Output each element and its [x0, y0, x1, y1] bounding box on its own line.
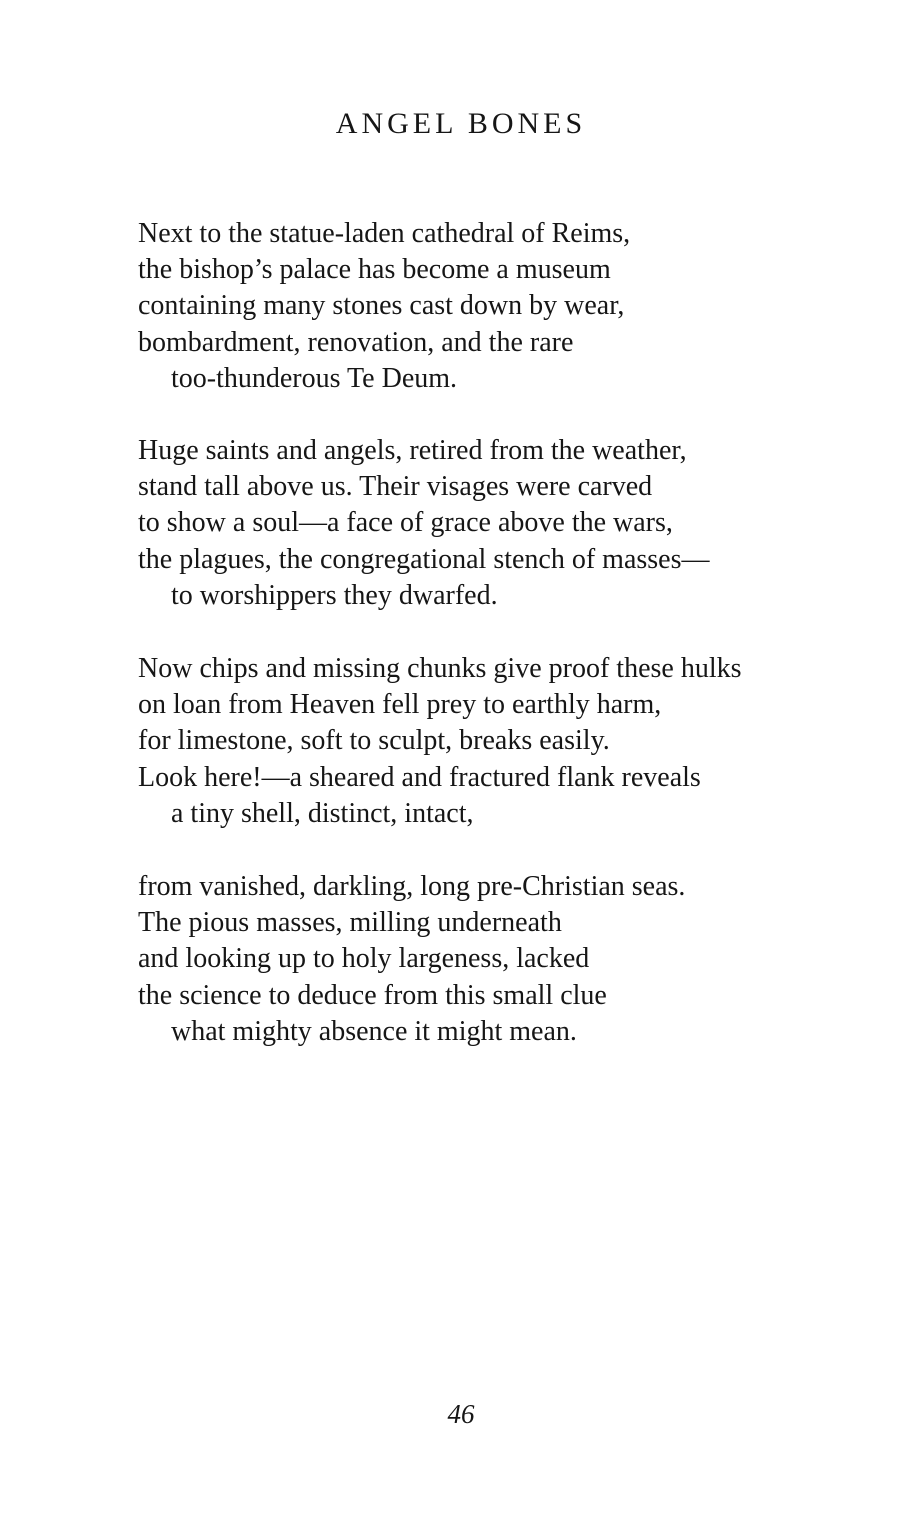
poem-line: the bishop’s palace has become a museum [138, 254, 611, 286]
poem-line: stand tall above us. Their visages were carved [138, 471, 653, 503]
stanza-1 [138, 216, 838, 397]
poem-line: bombardment, renovation, and the rare [138, 326, 574, 358]
poem-line-indented: too-thunderous Te Deum. [171, 362, 458, 394]
poem-line: the plagues, the congregational stench of masses— [138, 543, 710, 575]
poem-line-indented: what mighty absence it might mean. [171, 1015, 577, 1047]
poem-line: on loan from Heaven fell prey to earthly harm, [138, 689, 662, 721]
poem-line: Look here!—a sheared and fractured flank reveals [138, 761, 701, 793]
poem-line: the science to deduce from this small clue [138, 979, 607, 1011]
poem-line: Now chips and missing chunks give proof these hulks [138, 653, 742, 684]
poem-title: ANGEL BONES [335, 107, 587, 140]
poem-line-indented: a tiny shell, distinct, intact, [171, 797, 474, 829]
poem-line-indented: to worshippers they dwarfed. [171, 579, 498, 611]
page-number: 46 [447, 1399, 475, 1429]
stanza-3 [138, 651, 838, 832]
poem-line: The pious masses, milling underneath [138, 907, 562, 939]
poem-line: from vanished, darkling, long pre-Christian seas. [138, 871, 686, 902]
poem-line: to show a soul—a face of grace above the wars, [138, 507, 673, 539]
poem-line: for limestone, soft to sculpt, breaks easily. [138, 725, 610, 757]
stanza-4 [138, 869, 838, 1050]
stanza-2 [138, 433, 838, 614]
poem-line: containing many stones cast down by wear, [138, 290, 625, 322]
poem-line: and looking up to holy largeness, lacked [138, 943, 590, 975]
poem-line: Huge saints and angels, retired from the weather, [138, 435, 687, 466]
poem-line: Next to the statue-laden cathedral of Reims, [138, 218, 631, 249]
